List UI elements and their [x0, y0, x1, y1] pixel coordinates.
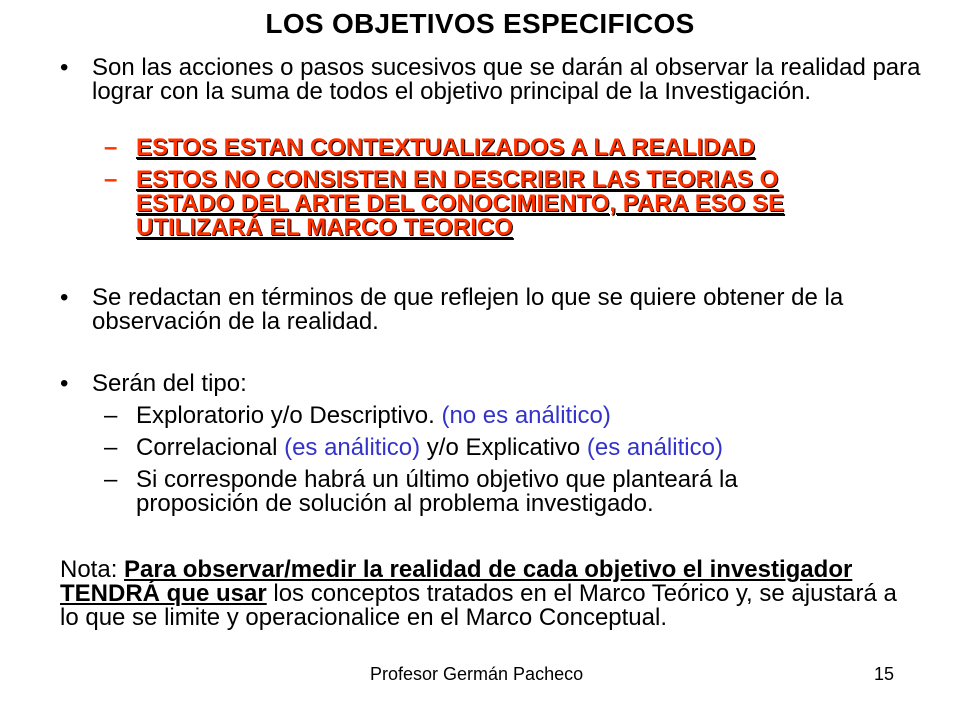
dash-mark: – [104, 134, 118, 161]
bullet-mark: • [60, 370, 69, 397]
page-number: 15 [874, 664, 895, 684]
dash-mark: – [104, 166, 118, 193]
bullet-text: Se redactan en términos de que reflejen lo que se quiere obtener de la observación de la realidad. [92, 284, 844, 335]
footer-author: Profesor Germán Pacheco [370, 664, 584, 684]
note-paragraph [60, 558, 900, 630]
dash-mark: – [104, 402, 118, 429]
type-label: Correlacional [136, 434, 285, 461]
sub-item-text: ESTOS NO CONSISTEN EN DESCRIBIR LAS TEORIAS O ESTADO DEL ARTE DEL CONOCIMIENTO, PARA ESO SE UTILIZARÁ EL MARCO TEORICO [136, 166, 785, 241]
bullet-text: Serán del tipo: [92, 370, 247, 397]
slide-title: LOS OBJETIVOS ESPECIFICOS [265, 8, 695, 39]
bullet-text: Son las acciones o pasos sucesivos que se darán al observar la realidad para lograr con la suma de todos el objetivo principal de la Investigación. [92, 54, 921, 105]
type-note: (no es análitico) [441, 402, 611, 429]
type-note: (es análitico) [586, 434, 723, 461]
bullet-mark: • [60, 284, 69, 311]
type-label: Exploratorio y/o Descriptivo. [136, 402, 442, 429]
type-item-text [136, 436, 866, 460]
dash-mark: – [104, 434, 118, 461]
note-emphasis: Para observar/medir la realidad de cada objetivo el investigador TENDRÁ que usar [60, 556, 853, 607]
note-prefix: Nota: [60, 556, 125, 583]
bullet-mark: • [60, 54, 69, 81]
dash-mark: – [104, 466, 118, 493]
type-label: y/o Explicativo [420, 434, 587, 461]
note-rest: los conceptos tratados en el Marco Teórico y, se ajustará a lo que se limite y operacionalice en el Marco Conceptual. [60, 580, 897, 631]
type-item-text: Si corresponde habrá un último objetivo que planteará la proposición de solución al problema investigado. [136, 466, 738, 517]
sub-item-text: ESTOS ESTAN CONTEXTUALIZADOS A LA REALIDAD [136, 134, 756, 161]
type-item-text [136, 404, 866, 428]
type-note: (es análitico) [284, 434, 421, 461]
